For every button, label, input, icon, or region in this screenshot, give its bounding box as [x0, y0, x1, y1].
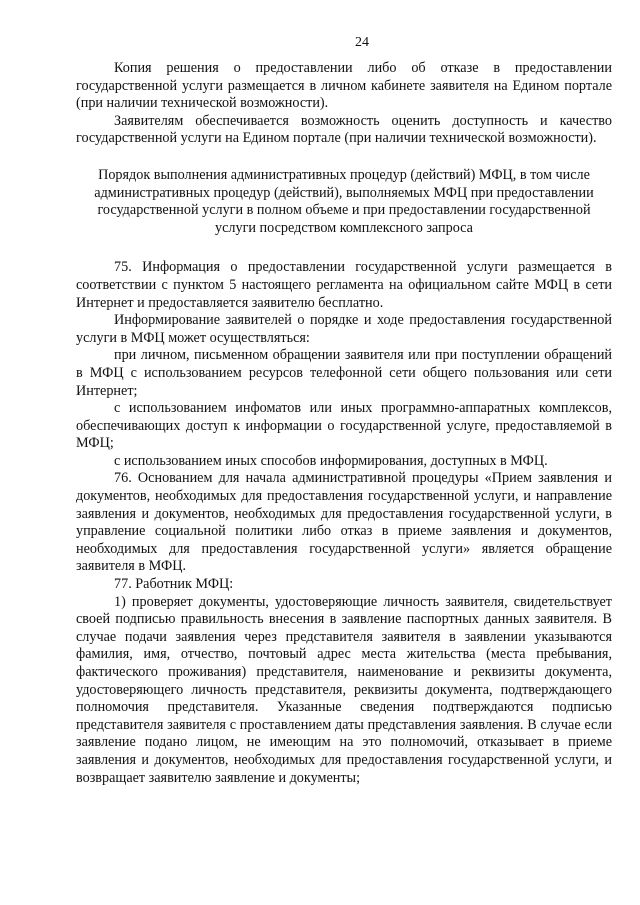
- paragraph-infomats: с использованием инфоматов или иных программно-аппаратных комплексов, обеспечивающих доступ к информации о государственной услуге, предоставляемой в МФЦ;: [76, 400, 612, 452]
- paragraph-77: 77. Работник МФЦ:: [114, 576, 234, 593]
- paragraph-quality-rating: Заявителям обеспечивается возможность оценить доступность и качество государственной услуги на Едином портале (при наличии технической возможности).: [76, 112, 612, 147]
- section-heading: Порядок выполнения административных процедур (действий) МФЦ, в том числе административных процедур (действий), выполняемых МФЦ при предоставлении государственной услуги в полном объеме и при предоставлении государственной услуги посредством комплексного запроса: [94, 166, 594, 236]
- paragraph-personal-appeal: при личном, письменном обращении заявителя или при поступлении обращений в МФЦ с использованием ресурсов телефонной сети общего пользования или сети Интернет;: [76, 347, 612, 399]
- paragraph-other-methods: с использованием иных способов информирования, доступных в МФЦ.: [114, 452, 548, 469]
- paragraph-75: 75. Информация о предоставлении государственной услуги размещается в соответствии с пунктом 5 настоящего регламента на официальном сайте МФЦ в сети Интернет и предоставляется заявителю бесплатно.: [76, 259, 612, 311]
- paragraph-76: 76. Основанием для начала административной процедуры «Прием заявления и документов, необходимых для предоставления государственной услуги, и направление заявления и документов, необходимых для предоставления государственной услуги, в управление социальной политики либо отказ в приеме заявления и документов, необходимых для предоставления государственной услуги» является обращение заявителя в МФЦ.: [76, 470, 612, 575]
- paragraph-informing: Информирование заявителей о порядке и ходе предоставления государственной услуги в МФЦ может осуществляться:: [76, 312, 612, 346]
- page-number: 24: [355, 35, 369, 50]
- paragraph-77-item-1: 1) проверяет документы, удостоверяющие личность заявителя, свидетельствует своей подписью правильность внесения в заявление паспортных данных заявителя. В случае подачи заявления через представителя заявителя в заявлении указываются фамилия, имя, отчество, почтовый адрес места жительства (места пребывания, фактического проживания) представителя, наименование и реквизиты документа, удостоверяющего личность представителя, реквизиты документа, подтверждающего полномочия представителя. Указанные сведения подтверждаются подписью представителя заявителя с проставлением даты представления заявления. В случае если заявление подано лицом, не имеющим на это полномочий, отказывает в приеме заявления и документов, необходимых для предоставления государственной услуги, и возвращает заявителю заявление и документы;: [76, 593, 612, 786]
- paragraph-decision-copy: Копия решения о предоставлении либо об отказе в предоставлении государственной услуги размещается в личном кабинете заявителя на Едином портале (при наличии технической возможности).: [76, 60, 612, 112]
